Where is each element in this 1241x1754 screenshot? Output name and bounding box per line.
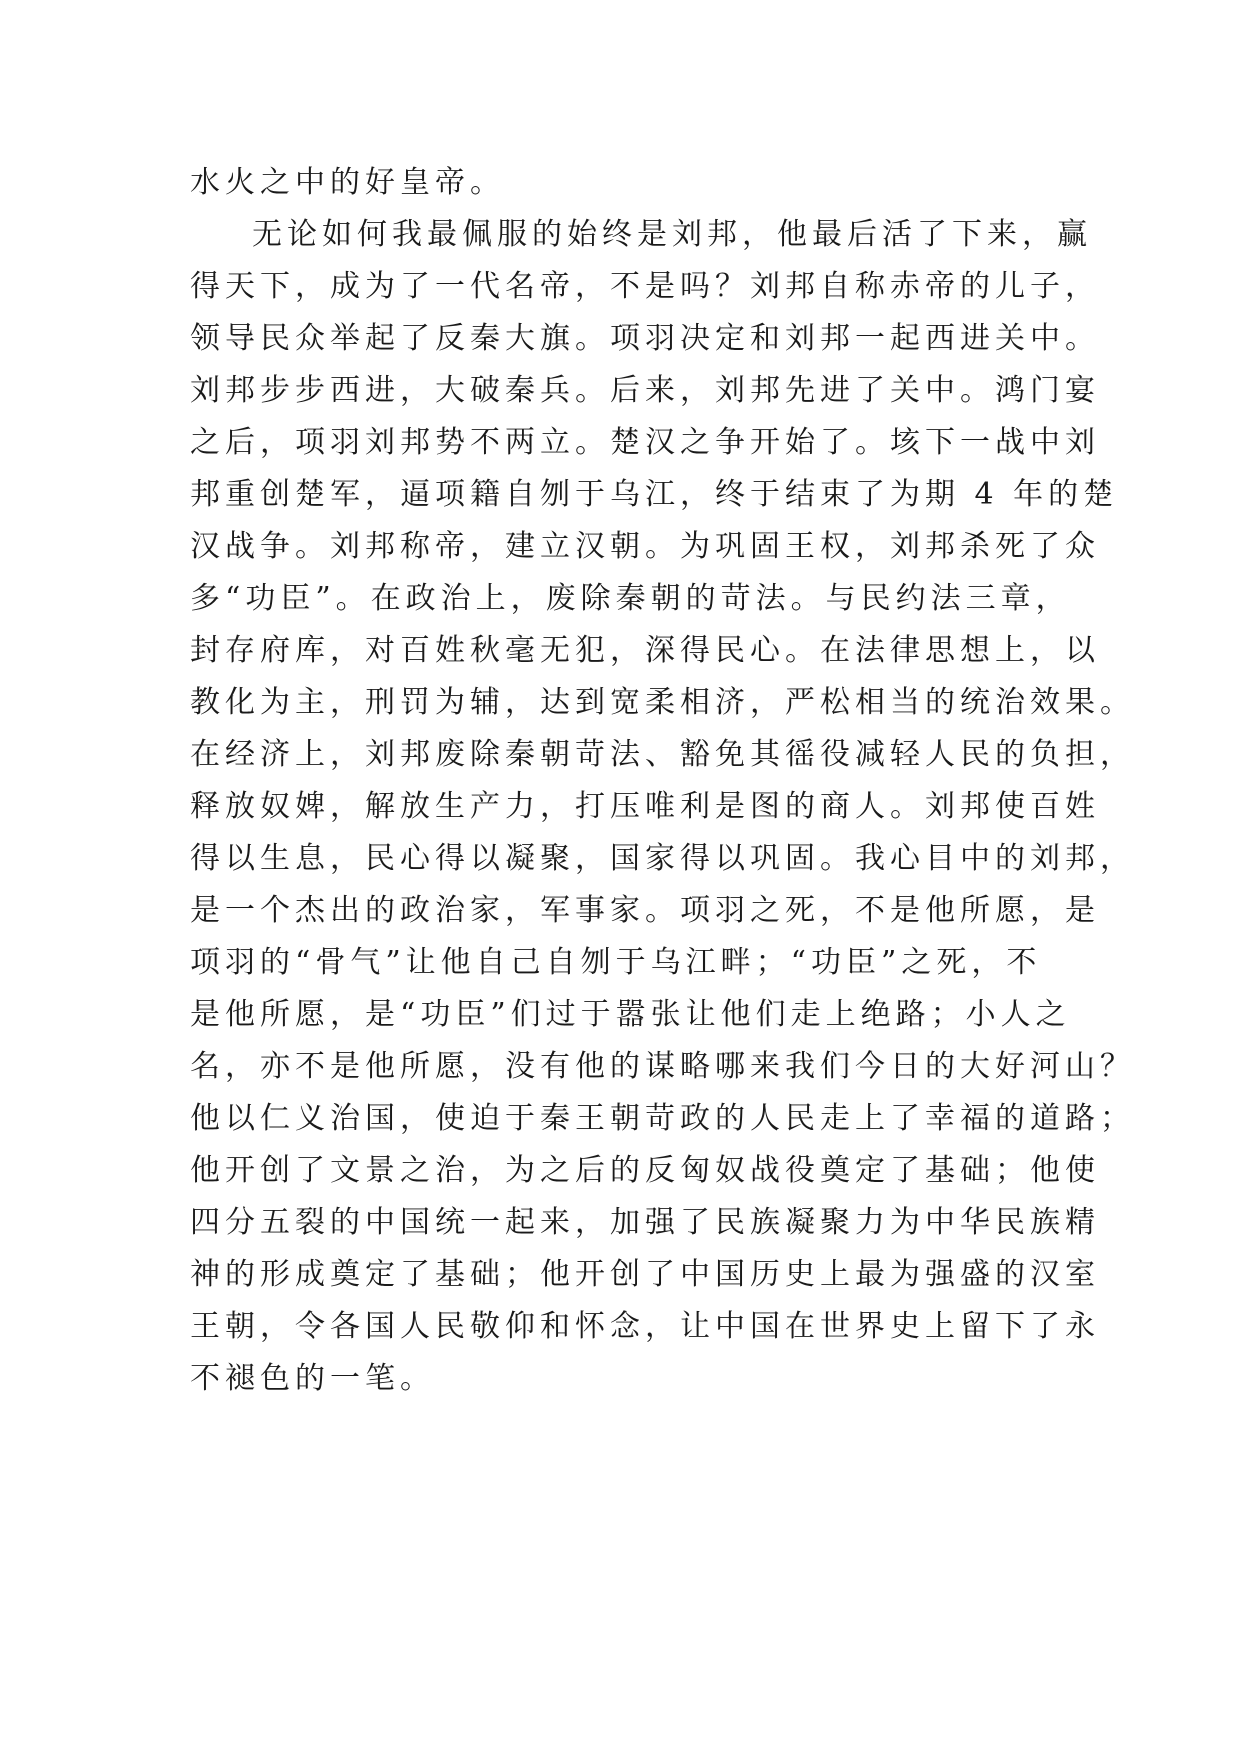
text-line: 是他所愿，是“功臣”们过于嚣张让他们走上绝路；小人之: [190, 997, 1071, 1032]
text-line: 名，亦不是他所愿，没有他的谋略哪来我们今日的大好河山？: [190, 1049, 1135, 1084]
text-line: 汉战争。刘邦称帝，建立汉朝。为巩固王权，刘邦杀死了众: [190, 529, 1100, 564]
body-text: [190, 157, 1135, 1405]
text-line: 他以仁义治国，使迫于秦王朝苛政的人民走上了幸福的道路；: [190, 1101, 1135, 1136]
text-line: 得以生息，民心得以凝聚，国家得以巩固。我心目中的刘邦，: [190, 841, 1135, 876]
text-line: 是一个杰出的政治家，军事家。项羽之死，不是他所愿，是: [190, 893, 1100, 928]
text-line: 之后，项羽刘邦势不两立。楚汉之争开始了。垓下一战中刘: [190, 425, 1100, 460]
text-line: 封存府库，对百姓秋毫无犯，深得民心。在法律思想上，以: [190, 633, 1100, 668]
paragraph: [190, 157, 1070, 209]
text-line: 刘邦步步西进，大破秦兵。后来，刘邦先进了关中。鸿门宴: [190, 373, 1100, 408]
text-line: 教化为主，刑罚为辅，达到宽柔相济，严松相当的统治效果。: [190, 685, 1135, 720]
text-line: 四分五裂的中国统一起来，加强了民族凝聚力为中华民族精: [190, 1205, 1100, 1240]
text-line: 他开创了文景之治，为之后的反匈奴战役奠定了基础；他使: [190, 1153, 1100, 1188]
text-line: 在经济上，刘邦废除秦朝苛法、豁免其徭役减轻人民的负担，: [190, 737, 1135, 772]
text-line: 无论如何我最佩服的始终是刘邦，他最后活了下来，赢: [252, 217, 1092, 252]
text-line: 项羽的“骨气”让他自己自刎于乌江畔；“功臣”之死，不: [190, 945, 1042, 980]
text-line: 不褪色的一笔。: [190, 1361, 435, 1396]
text-line: 领导民众举起了反秦大旗。项羽决定和刘邦一起西进关中。: [190, 321, 1100, 356]
text-line: 多“功臣”。在政治上，废除秦朝的苛法。与民约法三章，: [190, 581, 1071, 616]
text-line: 王朝，令各国人民敬仰和怀念，让中国在世界史上留下了永: [190, 1309, 1100, 1344]
paragraph: [190, 209, 1135, 1405]
text-line: 神的形成奠定了基础；他开创了中国历史上最为强盛的汉室: [190, 1257, 1100, 1292]
text-line: 释放奴婢，解放生产力，打压唯利是图的商人。刘邦使百姓: [190, 789, 1100, 824]
text-line: 水火之中的好皇帝。: [190, 165, 505, 200]
text-line: 得天下，成为了一代名帝，不是吗？刘邦自称赤帝的儿子，: [190, 269, 1100, 304]
text-line: 邦重创楚军，逼项籍自刎于乌江，终于结束了为期 4 年的楚: [190, 477, 1119, 512]
